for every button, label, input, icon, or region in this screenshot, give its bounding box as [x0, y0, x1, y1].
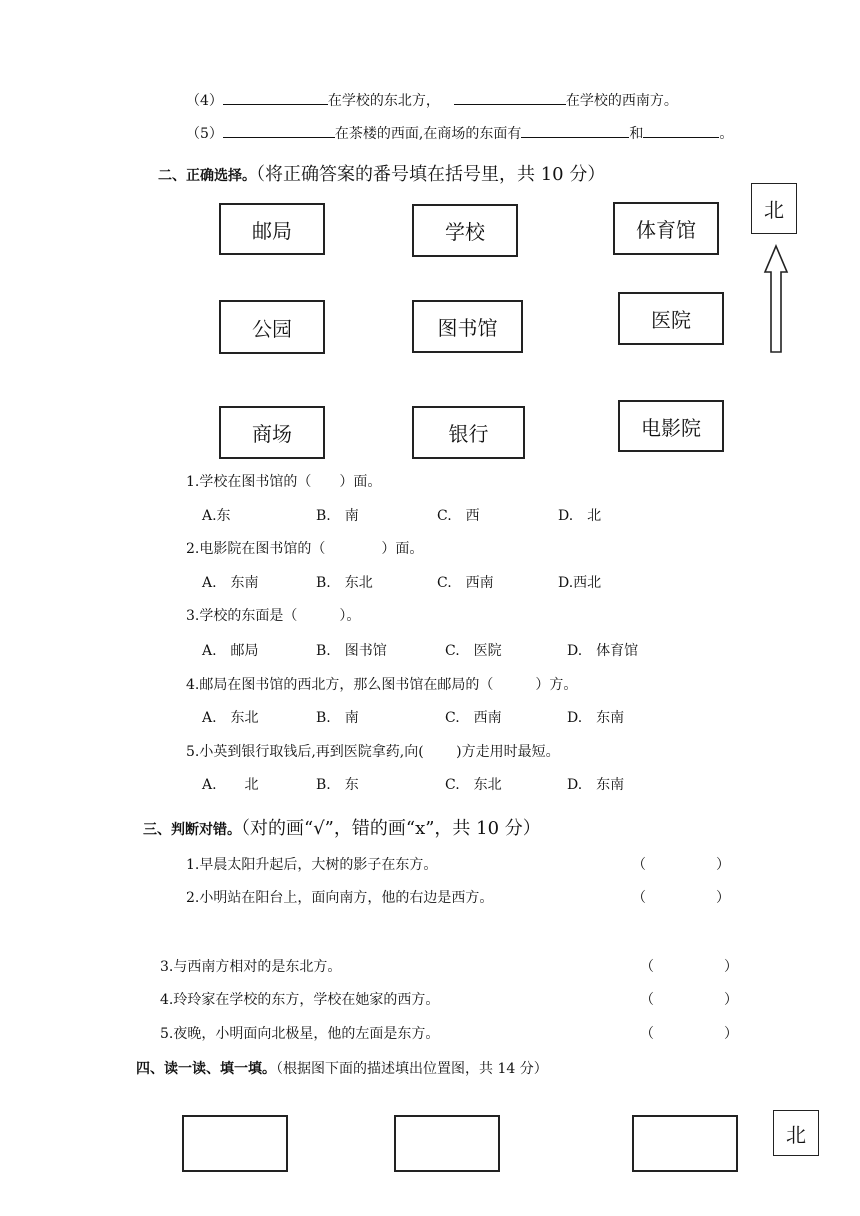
place-box: 图书馆 [412, 300, 523, 353]
option[interactable]: B. 图书馆 [316, 643, 387, 659]
blank-field[interactable] [223, 89, 328, 105]
fill-line-5: （5） 在茶楼的西面,在商场的东面有 和 。 [186, 122, 733, 144]
option[interactable]: D. 北 [558, 508, 602, 524]
place-box: 体育馆 [613, 202, 719, 255]
blank-field[interactable] [521, 122, 629, 138]
question-options [202, 708, 624, 728]
option[interactable]: B. 南 [316, 508, 359, 524]
judge-item: 4.玲玲家在学校的东方，学校在她家的西方。 [160, 992, 440, 1008]
option[interactable]: C. 东北 [445, 777, 502, 793]
section-4-heading: 四、读一读、填一填。（根据图下面的描述填出位置图，共 14 分） [136, 1061, 548, 1077]
judge-item: 2.小明站在阳台上，面向南方，他的右边是西方。 [186, 890, 494, 906]
place-box: 医院 [618, 292, 724, 345]
place-box: 学校 [412, 204, 518, 257]
option[interactable]: A. 东南 [202, 575, 259, 591]
option[interactable]: A.东 [202, 508, 231, 524]
answer-parens[interactable]: （ ） [640, 1026, 738, 1042]
empty-place-box[interactable] [394, 1115, 500, 1172]
option[interactable]: D. 东南 [567, 777, 625, 793]
question-options [202, 573, 601, 593]
place-box: 银行 [412, 406, 525, 459]
question: 4.邮局在图书馆的西北方，那么图书馆在邮局的（ ）方。 [186, 677, 578, 693]
answer-parens[interactable]: （ ） [640, 992, 738, 1008]
option[interactable]: C. 西南 [445, 710, 502, 726]
option[interactable]: A. 东北 [202, 710, 259, 726]
question: 1.学校在图书馆的（ ）面。 [186, 474, 382, 490]
option[interactable]: D. 东南 [567, 710, 625, 726]
judge-item: 5.夜晚，小明面向北极星，他的左面是东方。 [160, 1026, 440, 1042]
judge-item: 3.与西南方相对的是东北方。 [160, 959, 342, 975]
option[interactable]: C. 西 [437, 508, 480, 524]
blank-field[interactable] [223, 122, 335, 138]
fill-line-4: （4） 在学校的东北方， 在学校的西南方。 [186, 89, 678, 111]
north-arrow-icon [762, 244, 790, 356]
blank-field[interactable] [643, 122, 719, 138]
option[interactable]: A. 北 [202, 777, 259, 793]
place-box: 公园 [219, 300, 325, 354]
section-2-heading: 二、正确选择。（将正确答案的番号填在括号里，共 10 分） [158, 164, 606, 185]
place-box: 商场 [219, 406, 325, 459]
option[interactable]: B. 东北 [316, 575, 373, 591]
question-options [202, 641, 638, 661]
answer-parens[interactable]: （ ） [632, 890, 730, 906]
option[interactable]: D.西北 [558, 575, 602, 591]
place-box: 邮局 [219, 203, 325, 255]
answer-parens[interactable]: （ ） [640, 959, 738, 975]
answer-parens[interactable]: （ ） [632, 857, 730, 873]
place-box: 电影院 [618, 400, 724, 452]
option[interactable]: C. 西南 [437, 575, 494, 591]
option[interactable]: C. 医院 [445, 643, 502, 659]
question-options [202, 775, 624, 795]
question-options [202, 506, 601, 526]
question: 3.学校的东面是（ ）。 [186, 608, 361, 624]
empty-place-box[interactable] [182, 1115, 288, 1172]
section-3-heading: 三、判断对错。（对的画“√”，错的画“x”，共 10 分） [143, 818, 541, 839]
question: 5.小英到银行取钱后,再到医院拿药,向( )方走用时最短。 [186, 744, 560, 760]
north-label-box: 北 [773, 1110, 819, 1156]
north-label-box: 北 [751, 183, 797, 234]
option[interactable]: B. 南 [316, 710, 359, 726]
question: 2.电影院在图书馆的（ ）面。 [186, 541, 424, 557]
option[interactable]: D. 体育馆 [567, 643, 639, 659]
option[interactable]: A. 邮局 [202, 643, 259, 659]
judge-item: 1.早晨太阳升起后，大树的影子在东方。 [186, 857, 438, 873]
blank-field[interactable] [454, 89, 566, 105]
option[interactable]: B. 东 [316, 777, 359, 793]
empty-place-box[interactable] [632, 1115, 738, 1172]
